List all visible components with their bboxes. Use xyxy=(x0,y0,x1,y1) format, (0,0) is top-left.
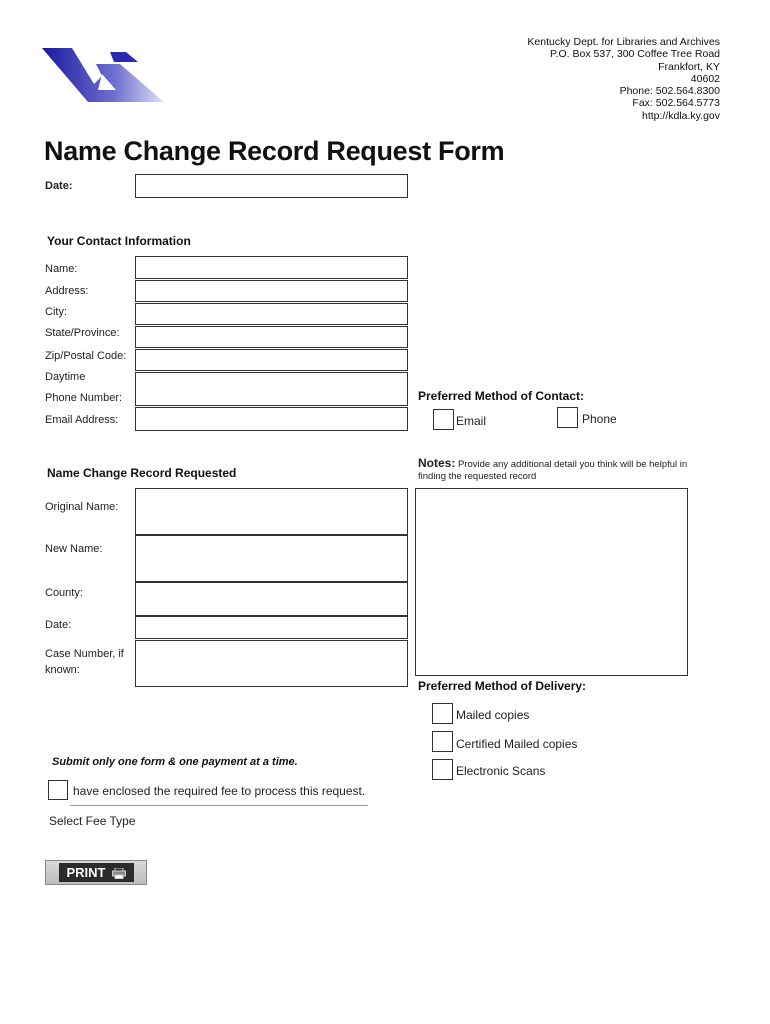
phone-field[interactable] xyxy=(135,372,408,406)
fee-enclosed-label: have enclosed the required fee to process this request. xyxy=(73,784,366,798)
county-label: County: xyxy=(45,587,83,599)
agency-line-street: P.O. Box 537, 300 Coffee Tree Road xyxy=(549,48,720,61)
agency-line-city: Frankfort, KY xyxy=(658,60,720,73)
delivery-heading: Preferred Method of Delivery: xyxy=(418,679,587,693)
preferred-contact-heading: Preferred Method of Contact: xyxy=(418,389,585,403)
name-label: Name: xyxy=(45,263,78,275)
email-field[interactable] xyxy=(135,407,408,431)
date-label: Date: xyxy=(45,180,73,192)
original-name-label: Original Name: xyxy=(45,501,119,513)
fee-underline xyxy=(70,805,368,806)
city-field[interactable] xyxy=(135,303,408,325)
case-number-field[interactable] xyxy=(135,640,408,687)
address-field[interactable] xyxy=(135,280,408,302)
notes-textarea[interactable] xyxy=(415,488,688,676)
delivery-certified-checkbox[interactable] xyxy=(432,731,453,752)
print-button-label: PRINT xyxy=(66,865,106,880)
contact-phone-label: Phone xyxy=(582,412,617,426)
record-heading: Name Change Record Requested xyxy=(47,466,237,480)
contact-email-checkbox[interactable] xyxy=(433,409,454,430)
delivery-mailed-label: Mailed copies xyxy=(456,708,530,722)
contact-email-label: Email xyxy=(456,414,487,428)
case-number-label-line2: known: xyxy=(45,664,80,676)
zip-field[interactable] xyxy=(135,349,408,371)
agency-line-fax: Fax: 502.564.5773 xyxy=(632,97,720,110)
zip-label: Zip/Postal Code: xyxy=(45,350,127,362)
phone-label-line1: Daytime xyxy=(45,371,86,383)
fee-enclosed-checkbox[interactable] xyxy=(48,780,68,800)
print-button[interactable] xyxy=(45,860,147,885)
original-name-field[interactable] xyxy=(135,488,408,535)
submit-notice: Submit only one form & one payment at a time. xyxy=(52,756,298,768)
name-field[interactable] xyxy=(135,256,408,279)
phone-label-line2: Phone Number: xyxy=(45,392,123,404)
agency-line-zip: 40602 xyxy=(690,72,720,85)
notes-text-line2: finding the requested record xyxy=(418,471,537,482)
address-label: Address: xyxy=(45,285,89,297)
city-label: City: xyxy=(45,306,67,318)
contact-phone-checkbox[interactable] xyxy=(557,407,578,428)
kdla-logo xyxy=(42,46,164,104)
agency-line-url: http://kdla.ky.gov xyxy=(641,109,720,122)
agency-line-phone: Phone: 502.564.8300 xyxy=(619,85,720,98)
record-date-field[interactable] xyxy=(135,616,408,639)
case-number-label-line1: Case Number, if xyxy=(45,648,124,660)
state-field[interactable] xyxy=(135,326,408,348)
new-name-field[interactable] xyxy=(135,535,408,582)
notes-text-line1: Provide any additional detail you think will be helpful in xyxy=(457,459,688,470)
agency-line-name: Kentucky Dept. for Libraries and Archives xyxy=(527,36,720,48)
delivery-scans-label: Electronic Scans xyxy=(456,764,546,778)
contact-heading: Your Contact Information xyxy=(47,234,191,248)
date-field[interactable] xyxy=(135,174,408,198)
agency-address xyxy=(527,36,720,122)
new-name-label: New Name: xyxy=(45,543,103,555)
form-title: Name Change Record Request Form xyxy=(44,136,505,166)
delivery-scans-checkbox[interactable] xyxy=(432,759,453,780)
delivery-certified-label: Certified Mailed copies xyxy=(456,737,578,751)
notes-heading: Notes: xyxy=(418,456,456,470)
county-field[interactable] xyxy=(135,582,408,616)
notes-instructions xyxy=(418,456,687,470)
print-button-face xyxy=(59,863,134,882)
state-label: State/Province: xyxy=(45,327,120,339)
email-label: Email Address: xyxy=(45,414,119,426)
record-date-label: Date: xyxy=(45,619,72,631)
fee-type-select[interactable]: Select Fee Type xyxy=(49,814,136,828)
printer-icon xyxy=(112,867,126,878)
delivery-mailed-checkbox[interactable] xyxy=(432,703,453,724)
